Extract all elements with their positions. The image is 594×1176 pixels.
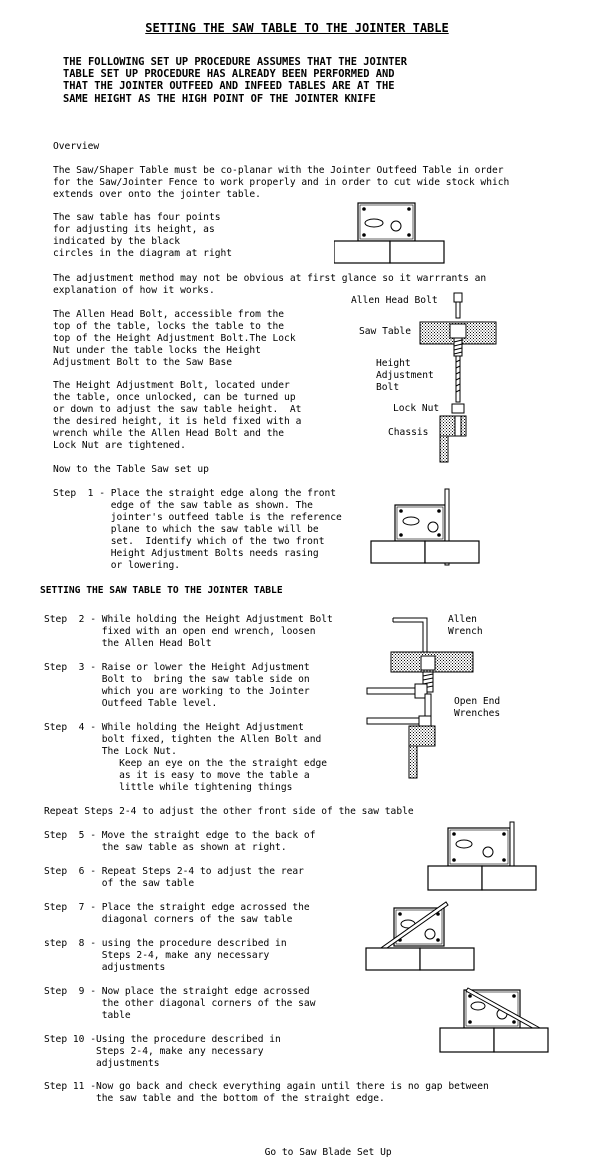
straight-edge-back-diagram xyxy=(426,820,538,892)
overview-paragraph-3: The adjustment method may not be obvious at first glance so it warrrants an explanation of how it works. xyxy=(53,273,487,296)
overview-paragraph-5: The Height Adjustment Bolt, located under the table, once unlocked, can be turned up or down to adjust the saw table height. At the desired height, it is held fixed with a wrench while the Allen Head Bolt and the Lock Nut are tightened. xyxy=(53,380,302,451)
label-lock-nut: Lock Nut xyxy=(393,403,440,414)
section-subheading: SETTING THE SAW TABLE TO THE JOINTER TABLE xyxy=(40,585,283,596)
overview-paragraph-4: The Allen Head Bolt, accessible from the top of the table, locks the table to the top of the Height Adjustment Bolt.The Lock Nut under the table locks the Height Adjustment Bolt to the Saw Base xyxy=(53,309,296,368)
overview-heading: Overview xyxy=(53,141,100,152)
repeat-steps-note: Repeat Steps 2-4 to adjust the other front side of the saw table xyxy=(44,806,414,817)
wrench-adjustment-diagram xyxy=(365,612,515,782)
step-5: Step 5 - Move the straight edge to the back of the saw table as shown at right. xyxy=(44,830,316,853)
straight-edge-diagonal-diagram-2 xyxy=(438,984,552,1054)
saw-blade-setup-link[interactable]: Go to Saw Blade Set Up xyxy=(264,1147,392,1158)
step-11: Step 11 -Now go back and check everything again until there is no gap between the saw table and the bottom of the straight edge. xyxy=(44,1081,489,1104)
step-3: Step 3 - Raise or lower the Height Adjustment Bolt to bring the saw table side on which you are working to the Jointer Outfeed Table level. xyxy=(44,662,310,709)
page-title: SETTING THE SAW TABLE TO THE JOINTER TABLE xyxy=(145,21,449,35)
intro-notice: THE FOLLOWING SET UP PROCEDURE ASSUMES THAT THE JOINTER TABLE SET UP PROCEDURE HAS ALREADY BEEN PERFORMED AND THAT THE JOINTER OUTFEED AND INFEED TABLES ARE AT THE SAME HEIGHT AS THE HIGH POINT OF THE JOINTER KNIFE xyxy=(63,56,408,105)
label-chassis: Chassis xyxy=(388,427,429,438)
height-adjustment-bolt-diagram xyxy=(350,290,510,466)
label-allen-wrench: Allen Wrench xyxy=(448,614,483,637)
step-8: step 8 - using the procedure described in Steps 2-4, make any necessary adjustments xyxy=(44,938,287,973)
step-10: Step 10 -Using the procedure described in Steps 2-4, make any necessary adjustments xyxy=(44,1034,281,1069)
step-2: Step 2 - While holding the Height Adjustment Bolt fixed with an open end wrench, loosen the Allen Head Bolt xyxy=(44,614,333,649)
label-open-end-wrenches: Open End Wrenches xyxy=(454,696,501,719)
step-9: Step 9 - Now place the straight edge acrossed the other diagonal corners of the saw table xyxy=(44,986,316,1021)
saw-table-top-view-diagram xyxy=(334,199,446,267)
label-allen-head-bolt: Allen Head Bolt xyxy=(351,295,438,306)
step-7: Step 7 - Place the straight edge acrossed the diagonal corners of the saw table xyxy=(44,902,310,925)
label-height-adjustment-bolt: Height Adjustment Bolt xyxy=(376,358,434,393)
straight-edge-front-diagram xyxy=(369,487,481,567)
straight-edge-diagonal-diagram-1 xyxy=(364,900,476,974)
label-saw-table: Saw Table xyxy=(359,326,411,337)
overview-paragraph-2: The saw table has four points for adjusting its height, as indicated by the black circles in the diagram at right xyxy=(53,212,233,259)
overview-paragraph-1: The Saw/Shaper Table must be co-planar with the Jointer Outfeed Table in order for the Saw/Jointer Fence to work properly and in order to cut wide stock which extends over onto the jointer table. xyxy=(53,165,510,200)
step-4: Step 4 - While holding the Height Adjustment bolt fixed, tighten the Allen Bolt and The Lock Nut. Keep an eye on the the straight edge as it is easy to move the table a little while tightening things xyxy=(44,722,328,793)
overview-paragraph-6: Now to the Table Saw set up xyxy=(53,464,209,475)
step-6: Step 6 - Repeat Steps 2-4 to adjust the rear of the saw table xyxy=(44,866,304,889)
step-1: Step 1 - Place the straight edge along the front edge of the saw table as shown. The jointer's outfeed table is the reference plane to which the saw table will be set. Identify which of the two front Height Adjustment Bolts needs rasing or lowering. xyxy=(53,488,342,571)
